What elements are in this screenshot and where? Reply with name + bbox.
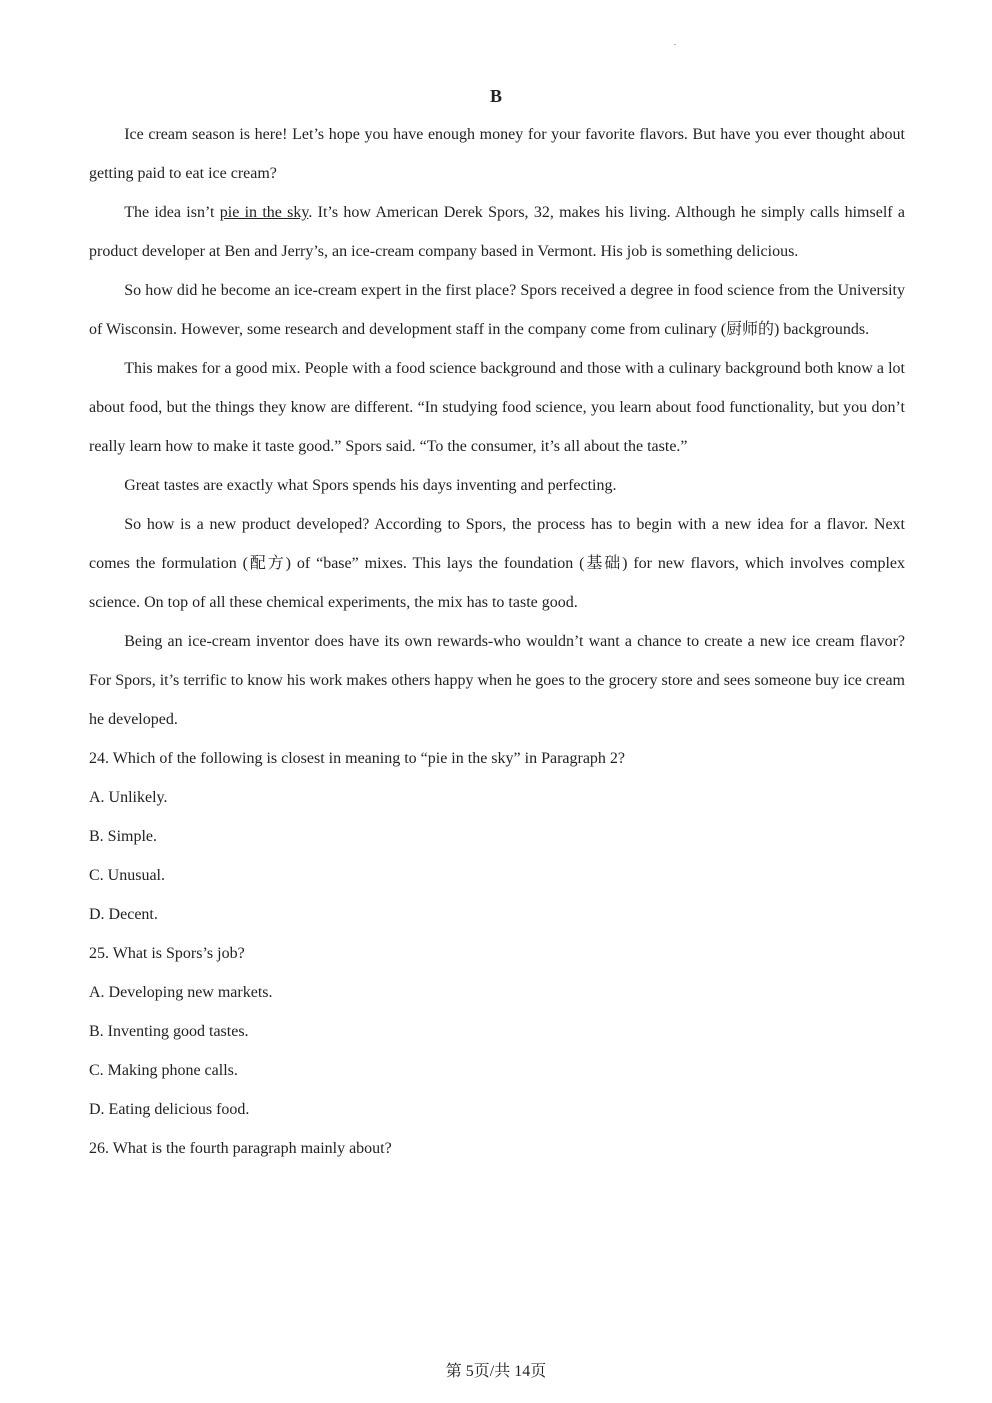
question-26-stem: 26. What is the fourth paragraph mainly about? xyxy=(89,1140,392,1157)
question-24-option-a: A. Unlikely. xyxy=(89,789,168,806)
paragraph-1: Ice cream season is here! Let’s hope you have enough money for your favorite flavors. But have you ever thought about getting paid to eat ice cream? xyxy=(89,126,905,182)
question-25-stem: 25. What is Spors’s job? xyxy=(89,945,245,962)
reading-passage xyxy=(89,115,905,1168)
paragraph-5: Great tastes are exactly what Spors spends his days inventing and perfecting. xyxy=(124,477,617,494)
question-25-option-d: D. Eating delicious food. xyxy=(89,1101,250,1118)
question-25-option-c: C. Making phone calls. xyxy=(89,1062,238,1079)
section-title: B xyxy=(489,86,502,106)
paragraph-4: This makes for a good mix. People with a food science background and those with a culinary background both know a lot about food, but the things they know are different. “In studying food science, you learn about food functionality, but you don’t really learn how to make it taste good.” Spors said. “To the consumer, it’s all about the taste.” xyxy=(89,360,905,455)
paragraph-2-rest: . It’s how American Derek Spors, 32, makes his living. Although he simply calls himself a product developer at Ben and Jerry’s, an ice-cream company based in Vermont. His job is something delicious. xyxy=(89,204,905,260)
question-24-stem: 24. Which of the following is closest in meaning to “pie in the sky” in Paragraph 2? xyxy=(89,750,626,767)
page-number-footer: 第 5页/共 14页 xyxy=(445,1363,547,1380)
paragraph-7: Being an ice-cream inventor does have its own rewards-who wouldn’t want a chance to create a new ice cream flavor? For Spors, it’s terrific to know his work makes others happy when he goes to the grocery store and sees someone buy ice cream he developed. xyxy=(89,633,905,728)
paragraph-2-lead: The idea isn’t xyxy=(124,204,220,221)
scan-dot-decoration xyxy=(674,44,676,45)
paragraph-6: So how is a new product developed? According to Spors, the process has to begin with a new idea for a flavor. Next comes the formulation (配方) of “base” mixes. This lays the foundation (基础) for new flavors, which involves complex science. On top of all these chemical experiments, the mix has to taste good. xyxy=(89,516,905,611)
paragraph-2 xyxy=(89,193,905,271)
underlined-phrase: pie in the sky xyxy=(219,204,309,221)
question-25-option-a: A. Developing new markets. xyxy=(89,984,273,1001)
question-24-option-d: D. Decent. xyxy=(89,906,158,923)
paragraph-3: So how did he become an ice-cream expert in the first place? Spors received a degree in food science from the University of Wisconsin. However, some research and development staff in the company come from culinary (厨师的) backgrounds. xyxy=(89,282,905,338)
question-25-option-b: B. Inventing good tastes. xyxy=(89,1023,249,1040)
question-24-option-b: B. Simple. xyxy=(89,828,158,845)
question-24-option-c: C. Unusual. xyxy=(89,867,165,884)
